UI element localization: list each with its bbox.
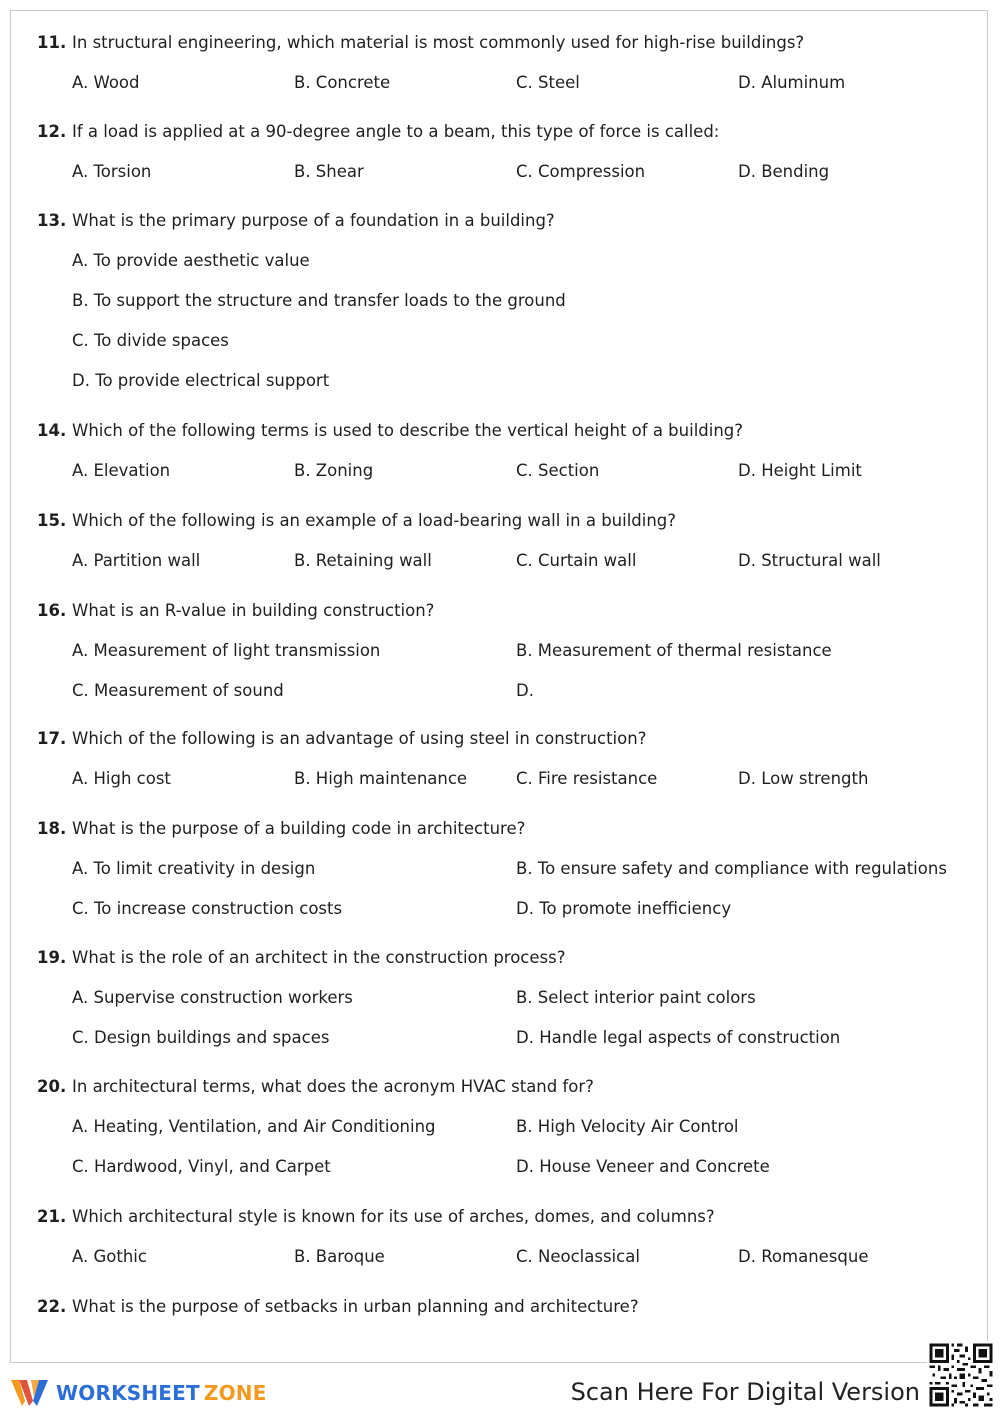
option-d: D. To promote inefficiency <box>516 899 732 918</box>
question-text: If a load is applied at a 90-degree angle to a beam, this type of force is called: <box>72 122 720 141</box>
option-c: C. Fire resistance <box>516 769 658 788</box>
question-16 <box>37 599 977 703</box>
option-d: D. Aluminum <box>738 73 846 92</box>
option-d: D. House Veneer and Concrete <box>516 1157 770 1176</box>
option-a: A. Supervise construction workers <box>72 988 353 1007</box>
question-number: 17. <box>37 729 67 748</box>
question-number: 15. <box>37 511 67 530</box>
option-a: A. Heating, Ventilation, and Air Conditioning <box>72 1117 436 1136</box>
question-number: 21. <box>37 1207 67 1226</box>
option-d: D. To provide electrical support <box>72 371 330 390</box>
option-b: B. Select interior paint colors <box>516 988 756 1007</box>
question-text: What is the role of an architect in the construction process? <box>72 948 566 967</box>
question-number: 18. <box>37 819 67 838</box>
question-number: 13. <box>37 211 67 230</box>
question-12 <box>37 120 977 184</box>
option-d: D. Low strength <box>738 769 869 788</box>
question-text: What is the purpose of a building code in architecture? <box>72 819 526 838</box>
option-b: B. Shear <box>294 162 364 181</box>
option-b: B. Concrete <box>294 73 391 92</box>
option-c: C. Neoclassical <box>516 1247 640 1266</box>
question-text: In architectural terms, what does the acronym HVAC stand for? <box>72 1077 594 1096</box>
question-text: Which of the following terms is used to describe the vertical height of a building? <box>72 421 744 440</box>
option-d: D. Bending <box>738 162 830 181</box>
question-17 <box>37 727 977 791</box>
question-14 <box>37 419 977 483</box>
question-22 <box>37 1295 977 1319</box>
option-c: C. Curtain wall <box>516 551 637 570</box>
option-a: A. Elevation <box>72 461 171 480</box>
question-number: 22. <box>37 1297 67 1316</box>
question-number: 14. <box>37 421 67 440</box>
question-text: Which of the following is an example of a load-bearing wall in a building? <box>72 511 677 530</box>
question-15 <box>37 509 977 573</box>
option-a: A. Gothic <box>72 1247 147 1266</box>
question-text: Which architectural style is known for its use of arches, domes, and columns? <box>72 1207 715 1226</box>
option-a: A. Torsion <box>72 162 152 181</box>
option-c: C. Measurement of sound <box>72 681 284 700</box>
question-11 <box>37 31 977 95</box>
option-a: A. Wood <box>72 73 140 92</box>
option-d: D. Handle legal aspects of construction <box>516 1028 841 1047</box>
question-20 <box>37 1075 977 1179</box>
worksheet-page <box>10 10 988 1363</box>
brand-name <box>56 1381 267 1405</box>
question-number: 12. <box>37 122 67 141</box>
question-21 <box>37 1205 977 1269</box>
question-text: In structural engineering, which material is most commonly used for high-rise buildings? <box>72 33 805 52</box>
question-number: 16. <box>37 601 67 620</box>
option-d: D. Height Limit <box>738 461 862 480</box>
option-b: B. Measurement of thermal resistance <box>516 641 832 660</box>
brand-part1: WORKSHEET <box>56 1381 200 1405</box>
question-text: What is the primary purpose of a foundation in a building? <box>72 211 555 230</box>
question-text: What is the purpose of setbacks in urban planning and architecture? <box>72 1297 639 1316</box>
option-d: D. <box>516 681 534 700</box>
option-a: A. To provide aesthetic value <box>72 251 310 270</box>
w-logo-icon <box>10 1377 50 1409</box>
option-c: C. Hardwood, Vinyl, and Carpet <box>72 1157 331 1176</box>
option-c: C. To increase construction costs <box>72 899 343 918</box>
question-18 <box>37 817 977 921</box>
option-b: B. High maintenance <box>294 769 468 788</box>
option-a: A. Partition wall <box>72 551 201 570</box>
option-d: D. Structural wall <box>738 551 881 570</box>
brand-part2: ZONE <box>203 1381 267 1405</box>
option-c: C. Compression <box>516 162 646 181</box>
worksheetzone-logo[interactable] <box>10 1377 267 1409</box>
option-c: C. Design buildings and spaces <box>72 1028 330 1047</box>
option-a: A. High cost <box>72 769 171 788</box>
option-b: B. Baroque <box>294 1247 385 1266</box>
option-d: D. Romanesque <box>738 1247 869 1266</box>
qr-code-icon[interactable] <box>927 1341 995 1409</box>
question-number: 11. <box>37 33 67 52</box>
question-19 <box>37 946 977 1050</box>
option-b: B. High Velocity Air Control <box>516 1117 739 1136</box>
option-b: B. Zoning <box>294 461 374 480</box>
option-c: C. Section <box>516 461 600 480</box>
question-number: 20. <box>37 1077 67 1096</box>
option-b: B. To ensure safety and compliance with regulations <box>516 859 947 878</box>
option-a: A. Measurement of light transmission <box>72 641 381 660</box>
option-c: C. Steel <box>516 73 580 92</box>
question-number: 19. <box>37 948 67 967</box>
question-text: What is an R-value in building construction? <box>72 601 435 620</box>
option-b: B. Retaining wall <box>294 551 432 570</box>
question-13 <box>37 209 977 393</box>
scan-caption: Scan Here For Digital Version <box>570 1378 920 1406</box>
question-text: Which of the following is an advantage of using steel in construction? <box>72 729 647 748</box>
option-a: A. To limit creativity in design <box>72 859 316 878</box>
option-c: C. To divide spaces <box>72 331 229 350</box>
option-b: B. To support the structure and transfer loads to the ground <box>72 291 566 310</box>
